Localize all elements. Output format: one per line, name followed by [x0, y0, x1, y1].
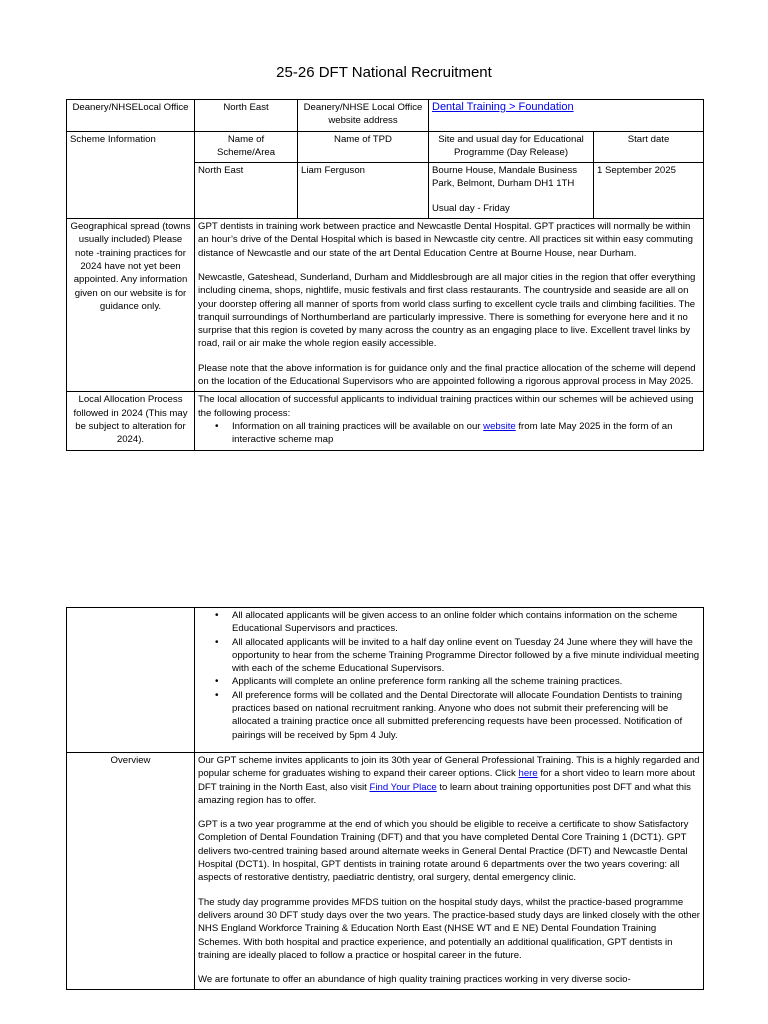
col-header-site: Site and usual day for Educational Programme (Day Release) [429, 131, 594, 163]
table-row [67, 131, 704, 163]
overview-content [195, 752, 704, 989]
tpd-name: Liam Ferguson [298, 163, 429, 219]
table-row [67, 392, 704, 450]
col-header-tpd: Name of TPD [298, 131, 429, 163]
site-day: Usual day - Friday [432, 202, 510, 214]
geo-paragraph-2: Newcastle, Gateshead, Sunderland, Durham and Middlesbrough are all major cities in the region that offer everything including cinema, shops, nightlife, music festivals and first class restaurants. The countryside and seaside are all on your doorstep offering all manner of sports from world class surfing to excellent cycle trails and climbing facilities. The tranquil surroundings of Northumberland are particularly impressive. There is something for everyone here and it no surprise that this region is coveted by many across the country as an engaging place to live. Excellent travel links by road, rail or air make the whole region easily accessible. [198, 271, 696, 350]
table-row [67, 163, 704, 219]
continued-label-cell [67, 608, 195, 753]
recruitment-info-table-part-2 [66, 607, 704, 990]
website-inline-link[interactable]: website [483, 420, 516, 432]
allocation-list-continued [198, 609, 700, 742]
table-row [67, 219, 704, 392]
geographical-spread-content [195, 219, 704, 392]
overview-paragraph-2: GPT is a two year programme at the end of which you should be eligible to receive a certificate to show Satisfactory Completion of Dental Foundation Training (DFT) and that you have completed Dental Core Training 1 (DCT1). GPT delivers two-centred training based around alternate weeks in General Dental Practice (DFT) and Newcastle Dental Hospital (DCT1). In hospital, GPT dentists in training rotate around 6 departments over the two years covering: all aspects of restorative dentistry, paediatric dentistry, oral surgery, dental emergency clinic. [198, 819, 689, 884]
overview-label: Overview [67, 752, 195, 989]
list-item: • Information on all training practices will be available on our website from late May 2025 in the form of an interactive scheme map [232, 420, 700, 447]
scheme-name: North East [195, 163, 298, 219]
list-item: • All preference forms will be collated and the Dental Directorate will allocate Foundation Dentists to training practices based on national recruitment ranking. Anyone who does not submit their preferencing will be allocated a training practice once all submitted preferencing requests have been processed. Notification of pairings will be received by 5pm 4 July. [232, 689, 700, 742]
table-row [67, 608, 704, 753]
website-cell [429, 100, 704, 132]
video-here-link[interactable]: here [518, 768, 538, 780]
col-header-start-date: Start date [594, 131, 704, 163]
list-item: • Applicants will complete an online preference form ranking all the scheme training practices. [232, 675, 700, 688]
col-header-scheme-name: Name of Scheme/Area [195, 131, 298, 163]
overview-paragraph-4: We are fortunate to offer an abundance of high quality training practices working in very diverse socio- [198, 974, 631, 986]
website-link[interactable]: Dental Training > Foundation [432, 101, 574, 113]
office-value: North East [195, 100, 298, 132]
local-allocation-label: Local Allocation Process followed in 2024 (This may be subject to alteration for 2024). [67, 392, 195, 450]
overview-paragraph-3: The study day programme provides MFDS tuition on the hospital study days, whilst the practice-based programme delivers around 30 DFT study days over the two years. The practice-based study days are linked closely with the other NHS England Workforce Training & Education North East (NHSE WT and E NE) Dental Foundation Training Schemes. With both hospital and practice experience, and potentially an additional qualification, GPT dentists in training are ideally placed to follow a practice or hospital career in the future. [198, 896, 700, 961]
table-row [67, 100, 704, 132]
list-item: • All allocated applicants will be invited to a half day online event on Tuesday 24 June where they will have the opportunity to hear from the scheme Training Programme Director followed by a five minute individual meeting with each of the scheme Educational Supervisors. [232, 636, 700, 676]
site-address: Bourne House, Mandale Business Park, Belmont, Durham DH1 1TH [432, 165, 578, 190]
allocation-continued-content [195, 608, 704, 753]
scheme-info-label-continued [67, 163, 195, 219]
scheme-info-label: Scheme Information [67, 131, 195, 163]
find-your-place-link[interactable]: Find Your Place [369, 781, 437, 793]
allocation-list [198, 420, 700, 447]
start-date: 1 September 2025 [594, 163, 704, 219]
website-label: Deanery/NHSE Local Office website address [298, 100, 429, 132]
office-label: Deanery/NHSELocal Office [67, 100, 195, 132]
page-title: 25-26 DFT National Recruitment [276, 64, 492, 81]
table-row [67, 752, 704, 989]
geographical-spread-label: Geographical spread (towns usually included) Please note -training practices for 2024 have not yet been appointed. Any information given on our website is for guidance only. [67, 219, 195, 392]
geo-paragraph-3: Please note that the above information is for guidance only and the final practice allocation of the scheme will depend on the location of the Educational Supervisors who are appointed following a rigorous approval process in May 2025. [198, 362, 696, 388]
overview-paragraph-1: Our GPT scheme invites applicants to join its 30th year of General Professional Training. This is a highly regarded and popular scheme for graduates wishing to expand their career options. Click here for a short video to learn more about DFT training in the North East, also visit Find Your Place to learn about training opportunities post DFT and what this amazing region has to offer. [198, 754, 700, 806]
local-allocation-intro: The local allocation of successful applicants to individual training practices within our schemes will be achieved using the following process: [198, 394, 694, 419]
recruitment-info-table-part-1 [66, 99, 704, 451]
list-item: • All allocated applicants will be given access to an online folder which contains information on the scheme Educational Supervisors and practices. [232, 609, 700, 636]
local-allocation-content [195, 392, 704, 450]
site-cell [429, 163, 594, 219]
geo-paragraph-1: GPT dentists in training work between practice and Newcastle Dental Hospital. GPT practices will normally be within an hour’s drive of the Dental Hospital which is based in Newcastle city centre. All practices sit within easy commuting distance of Newcastle and our state of the art Dental Education Centre at Bourne House, near Durham. [198, 221, 694, 259]
